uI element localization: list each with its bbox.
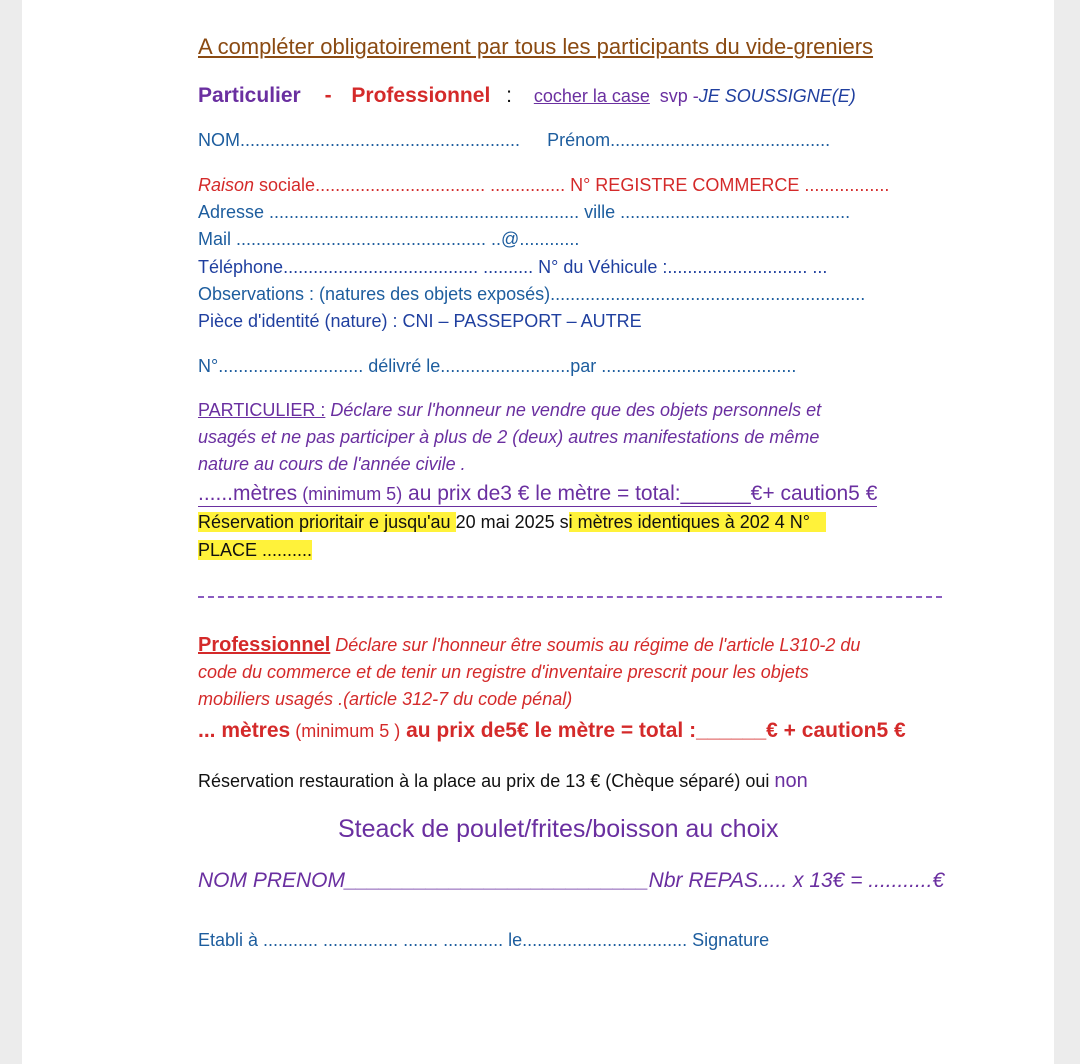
participant-type-line [198, 84, 856, 108]
adresse-field[interactable]: Adresse .............................................................. ville .............................................. [198, 202, 851, 222]
nom-prenom-blank: __________________________ [345, 869, 649, 892]
particulier-declaration-2: usagés et ne pas participer à plus de 2 (deux) autres manifestations de même [198, 427, 820, 447]
mail-field[interactable]: Mail .................................................. ..@............ [198, 229, 580, 249]
place-dots-a: .......... [262, 540, 313, 560]
svp-text: svp - [659, 86, 699, 106]
professionnel-metres-line[interactable] [198, 719, 906, 743]
form-title: A compléter obligatoirement par tous les participants du vide-greniers [198, 34, 874, 59]
piece-identite: Pièce d'identité (nature) : CNI – PASSEPORT – AUTRE [198, 311, 642, 331]
professionnel-text-1 [198, 634, 860, 657]
type-colon: : [506, 84, 512, 107]
restauration-text: Réservation restauration à la place au prix de 13 € (Chèque séparé) oui [198, 771, 775, 791]
resa-text-3: i mètres identiques à 202 4 N° [569, 512, 826, 532]
particulier-metres-line[interactable] [198, 482, 877, 507]
particulier-declaration-3: nature au cours de l'année civile . [198, 454, 466, 474]
cocher-text: cocher la case [533, 86, 650, 106]
nbr-repas: Nbr REPAS..... x 13€ = ...........€ [648, 869, 945, 892]
restauration-line [198, 770, 808, 793]
etabli-line[interactable]: Etabli à ........... ............... ....... ............ le................................. Signature [198, 930, 770, 950]
professionnel-option[interactable]: Professionnel [351, 84, 491, 107]
raison-rest: sociale.................................. ............... N° REGISTRE COMMERCE ................. [254, 175, 890, 195]
professionnel-minimum: (minimum 5 ) [290, 721, 401, 741]
repas-line[interactable] [198, 869, 944, 893]
type-dash: - [324, 84, 332, 107]
professionnel-declaration-1: Déclare sur l'honneur être soumis au régime de l'article L310-2 du [330, 635, 861, 655]
particulier-prix: au prix de3 € le mètre = total:______€+ caution5 € [402, 482, 878, 505]
reservation-prioritaire [198, 512, 826, 533]
particulier-text-1 [198, 400, 821, 421]
numero-field[interactable]: N°............................. délivré le..........................par ....................................... [198, 356, 797, 376]
professionnel-prix: au prix de5€ le mètre = total :______€ + caution5 € [400, 719, 906, 742]
particulier-label: PARTICULIER : [198, 400, 326, 420]
raison-label: Raison [198, 175, 255, 195]
place-line[interactable] [198, 540, 312, 561]
telephone-field[interactable]: Téléphone....................................... .......... N° du Véhicule :............................ ... [198, 257, 828, 277]
menu-text: Steack de poulet/frites/boisson au choix [338, 815, 779, 843]
professionnel-label: Professionnel [198, 634, 331, 656]
nom-field[interactable]: NOM........................................................ [198, 130, 521, 150]
particulier-minimum: (minimum 5) [297, 484, 403, 504]
nom-prenom-label: NOM PRENOM [198, 869, 345, 892]
name-line [198, 130, 830, 151]
soussigne-text: JE SOUSSIGNE(E) [698, 86, 856, 106]
prenom-field[interactable]: Prénom............................................ [547, 130, 831, 150]
resa-text-1: Réservation prioritair e jusqu'au [198, 512, 456, 532]
professionnel-declaration-3: mobiliers usagés .(article 312-7 du code pénal) [198, 689, 573, 709]
raison-sociale-line[interactable] [198, 175, 889, 196]
particulier-option[interactable]: Particulier [198, 84, 301, 107]
form-page [22, 0, 1054, 1064]
section-divider [198, 596, 942, 598]
observations-field[interactable]: Observations : (natures des objets exposés)............................................................... [198, 284, 866, 304]
professionnel-declaration-2: code du commerce et de tenir un registre d'inventaire prescrit pour les objets [198, 662, 809, 682]
resa-date: 20 mai 2025 s [455, 512, 569, 532]
particulier-declaration-1: Déclare sur l'honneur ne vendre que des objets personnels et [325, 400, 822, 420]
professionnel-metres: ... mètres [198, 719, 291, 742]
non-option[interactable]: non [774, 770, 808, 792]
place-label: PLACE [198, 540, 263, 560]
particulier-metres: ......mètres [198, 482, 298, 505]
